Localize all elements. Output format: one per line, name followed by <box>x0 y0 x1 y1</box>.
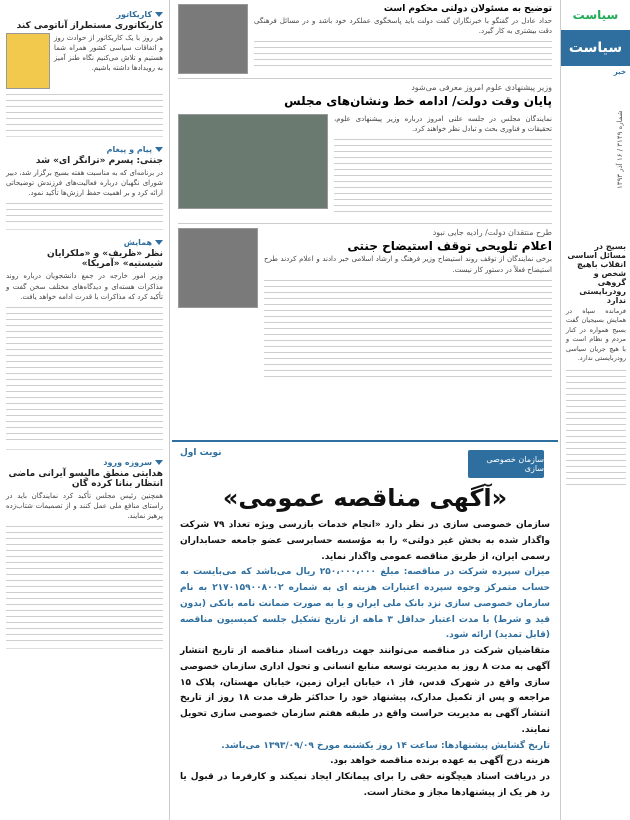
masthead-band <box>560 0 630 820</box>
text-lines <box>6 201 163 225</box>
side-story[interactable] <box>566 240 626 488</box>
organization-logo: سازمان خصوصی سازی <box>468 450 544 478</box>
triangle-icon <box>155 460 163 465</box>
news-box[interactable] <box>6 454 163 649</box>
news-box-tag: سروزه ورود <box>6 458 163 467</box>
ad-paragraph-5: هزینه درج آگهی به عهده برنده مناقصه خواهد بود. <box>330 756 550 767</box>
story-impeachment-title: اعلام تلویحی توقف استیضاح جنتی <box>347 238 552 253</box>
story-impeachment-body: برخی نمایندگان از توقف روند استیضاح وزیر فرهنگ و ارشاد اسلامی خبر دادند و اعلام کردند طرح استیضاح فعلاً در دستور کار نیست. <box>264 255 552 274</box>
cartoon-tag: کاریکاتور <box>6 10 163 19</box>
story-parliament-kicker: وزیر پیشنهادی علوم امروز معرفی می‌شود <box>411 83 552 92</box>
ad-paragraph-6: در دریافت اسناد هیچگونه حقی را برای پیمانکار ایجاد نمیکند و کارفرما در قبول یا رد هر یک از پیشنهادها مجاز و مختار است. <box>180 772 550 798</box>
text-lines <box>566 368 626 488</box>
text-lines <box>334 137 552 217</box>
newspaper-logo: سیاست <box>572 8 619 22</box>
text-lines <box>264 278 552 378</box>
news-tag: خبر <box>613 68 626 76</box>
cartoon-box[interactable] <box>6 6 163 137</box>
story-impeachment-kicker: طرح منتقدان دولت/ رادیه جایی نبود <box>432 227 552 237</box>
ad-paragraph-2: میزان سپرده شرکت در مناقصه: مبلغ ۲۵۰،۰۰۰،۰۰۰ ریال می‌باشد که می‌بایست به حساب متمرکز وجوه سپرده اعتبارات هزینه ای به شماره ۲۱۷۰۱۵۹۰۰۸۰۰۲ به نام سازمان خصوصی سازی نزد بانک ملی ایران و یا به صورت ضمانت نامه بانکی (بدون قید و شرط) با مدت اعتبار حداقل ۳ ماهه از تاریخ تشکیل جلسه کمیسیون مناقصه (قابل تمدید) ارائه شود. <box>180 567 550 641</box>
issue-date: شماره ۳۱۴۹ / ۱۶ آذر ۱۳۹۳ <box>616 110 624 189</box>
section-label: سیاست <box>561 30 630 66</box>
main-section <box>172 0 558 440</box>
conference-body: وزیر امور خارجه در جمع دانشجویان درباره روند مذاکرات هسته‌ای و دیدگاه‌های مختلف سخن گفت و تأکید کرد که مذاکرات با قدرت ادامه خواهد یافت. <box>6 272 163 301</box>
message-body: در برنامه‌ای که به مناسبت هفته بسیج برگزار شد، دبیر شورای نگهبان درباره فعالیت‌های فرزندش توضیحاتی ارائه کرد و بر اهمیت حفظ ارزش‌ها تأکید نمود. <box>6 169 163 198</box>
triangle-icon <box>155 12 163 17</box>
ad-title: «آگهی مناقصه عمومی» <box>222 484 508 512</box>
cartoon-image <box>6 33 50 89</box>
story-impeachment[interactable] <box>178 223 552 378</box>
story-parliament-body: نمایندگان مجلس در جلسه علنی امروز درباره وزیر پیشنهادی علوم، تحقیقات و فناوری بحث و تبادل نظر خواهند کرد. <box>334 114 552 133</box>
tender-advertisement[interactable] <box>172 440 558 820</box>
story-top-kicker: توضیح به مسئولان دولتی محکوم است <box>383 4 552 14</box>
text-lines <box>254 39 552 69</box>
side-story-body: فرمانده سپاه در همایش بسیجیان گفت بسیج همواره در کنار مردم و نظام است و با هیچ جریان سیاسی رودربایستی ندارد. <box>566 307 626 363</box>
text-lines <box>6 524 163 644</box>
conference-title: نظر «ظریف» و «ملکرایان شیستیه» «آمریکا» <box>47 249 163 270</box>
cartoon-body: هر روز با یک کاریکاتور از حوادث روز و اتفاقات سیاسی کشور همراه شما هستیم و تلاش می‌کنیم نگاه طنز آمیز به رویدادها داشته باشیم. <box>54 34 163 73</box>
conference-tag: همایش <box>6 238 163 247</box>
message-title: جنتی: پسرم «ترانگر ای» شد <box>35 156 163 166</box>
left-column <box>0 0 170 820</box>
parliament-photo <box>178 114 328 209</box>
story-top-body: حداد عادل در گفتگو با خبرنگاران گفت دولت باید پاسخگوی عملکرد خود باشد و در مسائل فرهنگی دقت بیشتری به کار گیرد. <box>254 17 552 36</box>
story-top[interactable] <box>178 4 552 79</box>
news-box-body: همچنین رئیس مجلس تأکید کرد نمایندگان باید در راستای منافع ملی عمل کنند و از تصمیمات شتاب‌زده پرهیز نمایند. <box>6 491 163 521</box>
story-parliament[interactable] <box>178 83 552 217</box>
triangle-icon <box>155 147 163 152</box>
conference-box[interactable] <box>6 234 163 449</box>
ad-paragraph-3: متقاضیان شرکت در مناقصه می‌توانند جهت دریافت اسناد مناقصه از تاریخ انتشار آگهی به مدت ۸ روز به مدیریت توسعه منابع انسانی و تحول اداری سازمان خصوصی سازی واقع در شهرک قدس، فاز ۱، خیابان ایران زمین، خیابان مهستان، پلاک ۱۵ مراجعه و پس از تکمیل مدارک، پیشنهاد خود را حداکثر ظرف مدت ۱۸ روز از تاریخ انتشار آگهی به مدیریت حراست واقع در طبقه هفتم سازمان خصوصی سازی تحویل نمایند. <box>180 646 551 735</box>
message-box[interactable] <box>6 141 163 230</box>
text-lines <box>6 92 163 132</box>
ad-paragraph-4: تاریخ گشایش پیشنهادها: ساعت ۱۴ روز یکشنبه مورخ ۱۳۹۳/۰۹/۰۹ می‌باشد. <box>221 740 550 751</box>
cartoon-title: کاریکاتوری مستطراز آناتومی کند <box>16 21 163 31</box>
ad-badge: نوبت اول <box>180 448 222 458</box>
ad-paragraph-1: سازمان خصوصی سازی در نظر دارد «انجام خدمات بازرسی ویژه تعداد ۷۹ شرکت واگذار شده به بخش غیر دولتی» را به مؤسسه حسابرسی عضو جامعه حسابداران رسمی ایران، از طریق مناقصه عمومی واگذار نماید. <box>180 520 551 562</box>
triangle-icon <box>155 240 163 245</box>
text-lines <box>6 305 163 445</box>
portrait-photo <box>178 4 248 74</box>
news-box-title: هدایتی منطق مالیسو آیرانی ماضی انتظار بنانا کرده گان <box>8 468 163 489</box>
side-story-title: بسیج در مسائل اساسی انقلاب باهیچ شخص و گروهی رودربایستی ندارد <box>567 242 626 305</box>
story-parliament-title: پایان وقت دولت/ ادامه خط ونشان‌های مجلس <box>284 94 552 108</box>
minister-photo <box>178 228 258 308</box>
message-tag: پیام و پیغام <box>6 145 163 154</box>
